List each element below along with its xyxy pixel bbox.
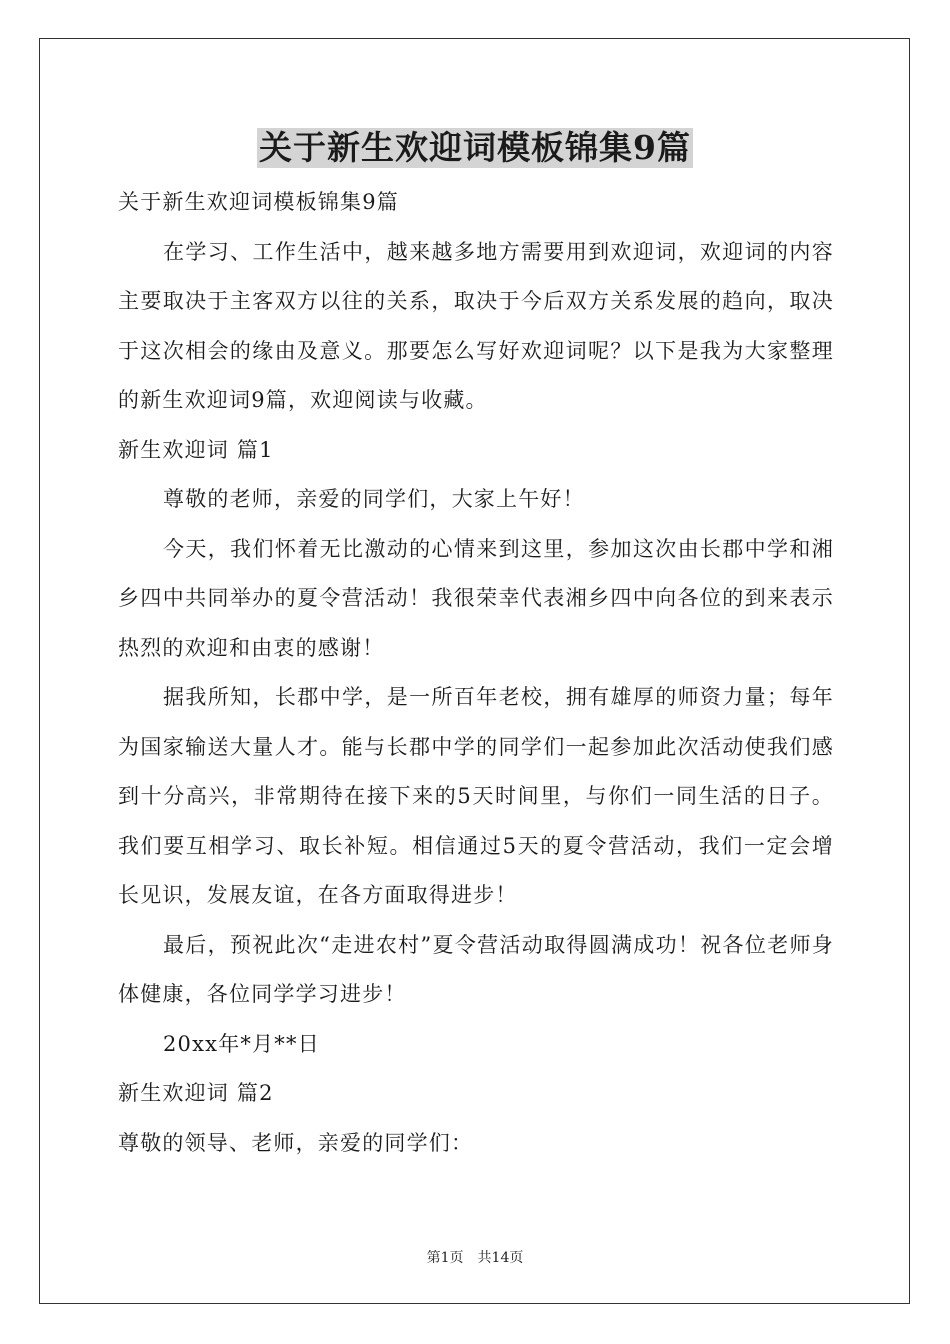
paragraph: 据我所知，长郡中学，是一所百年老校，拥有雄厚的师资力量；每年为国家输送大量人才。能与长郡中学的同学们一起参加此次活动使我们感到十分高兴，非常期待在接下来的5天时间里，与你们一同生活的日子。我们要互相学习、取长补短。相信通过5天的夏令营活动，我们一定会增长见识，发展友谊，在各方面取得进步！ [118,685,834,907]
salutation-line: 尊敬的领导、老师，亲爱的同学们： [118,1130,474,1155]
subtitle-line: 关于新生欢迎词模板锦集9篇 [118,190,399,214]
section-heading: 新生欢迎词 篇2 [118,1081,274,1105]
section-heading: 新生欢迎词 篇1 [118,437,274,462]
document-title: 关于新生欢迎词模板锦集9篇 [259,128,691,167]
document-body [118,178,834,1168]
paragraph: 今天，我们怀着无比激动的心情来到这里，参加这次由长郡中学和湘乡四中共同举办的夏令营活动！我很荣幸代表湘乡四中向各位的到来表示热烈的欢迎和由衷的感谢！ [118,536,834,660]
paragraph: 尊敬的老师，亲爱的同学们，大家上午好！ [163,487,585,511]
date-line: 20xx年*月**日 [163,1031,320,1056]
title-container [0,128,950,168]
paragraph: 最后，预祝此次“走进农村”夏令营活动取得圆满成功！祝各位老师身体健康，各位同学学习进步！ [118,932,834,1006]
intro-paragraph: 在学习、工作生活中，越来越多地方需要用到欢迎词，欢迎词的内容主要取决于主客双方以往的关系，取决于今后双方关系发展的趋向，取决于这次相会的缘由及意义。那要怎么写好欢迎词呢？以下是我为大家整理的新生欢迎词9篇，欢迎阅读与收藏。 [118,239,834,412]
page-number: 第1页 共14页 [426,1250,524,1266]
